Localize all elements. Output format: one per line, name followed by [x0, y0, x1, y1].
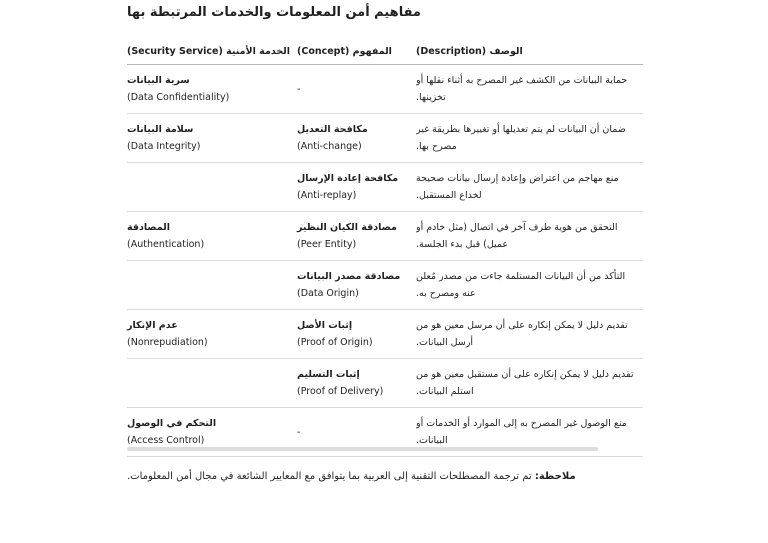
- concept-english: (Anti-replay): [297, 190, 357, 201]
- description-line: عميل) قبل بدء الجلسة.: [416, 239, 509, 250]
- description-line: استلم البيانات.: [416, 386, 474, 397]
- description-line: البيانات.: [416, 435, 448, 446]
- description-line: تقديم دليل لا يمكن إنكاره على أن مرسل معين هو من: [416, 320, 628, 331]
- table-row: [127, 310, 643, 359]
- description-line: التأكد من أن البيانات المستلمة جاءت من مصدر مُعلن: [416, 271, 626, 282]
- concept-cell: [297, 163, 416, 212]
- concept-arabic: مصادقة الكيان النظير: [297, 222, 397, 233]
- concept-arabic: مصادقة مصدر البيانات: [297, 271, 401, 282]
- service-cell-empty: [127, 163, 297, 212]
- concept-english: (Proof of Origin): [297, 337, 373, 348]
- service-arabic: عدم الإنكار: [127, 320, 178, 331]
- concept-arabic: إثبات الأصل: [297, 320, 353, 331]
- service-arabic: المصادقة: [127, 222, 170, 233]
- table-header-row: [127, 38, 643, 65]
- service-english: (Data Confidentiality): [127, 92, 230, 103]
- header-service: الخدمة الأمنية (Security Service): [127, 38, 297, 65]
- concept-cell: [297, 310, 416, 359]
- service-cell-empty: [127, 261, 297, 310]
- description-line: عنه ومصرح به.: [416, 288, 476, 299]
- table-row: [127, 212, 643, 261]
- concept-empty-dash: -: [297, 83, 301, 95]
- service-english: (Nonrepudiation): [127, 337, 208, 348]
- description-cell: [416, 359, 643, 408]
- concept-cell: [297, 65, 416, 114]
- concept-english: (Data Origin): [297, 288, 359, 299]
- concept-cell: [297, 212, 416, 261]
- description-line: حماية البيانات من الكشف غير المصرح به أثناء نقلها أو: [416, 75, 628, 86]
- concept-english: (Peer Entity): [297, 239, 357, 250]
- service-english: (Data Integrity): [127, 141, 201, 152]
- concept-arabic: مكافحة إعادة الإرسال: [297, 173, 399, 184]
- concept-english: (Proof of Delivery): [297, 386, 384, 397]
- concept-cell: [297, 261, 416, 310]
- concept-cell: [297, 359, 416, 408]
- service-english: (Authentication): [127, 239, 205, 250]
- service-arabic: سلامة البيانات: [127, 124, 194, 135]
- description-line: التحقق من هوية طرف آخر في اتصال (مثل خادم أو: [416, 222, 618, 233]
- concept-arabic: مكافحة التعديل: [297, 124, 368, 135]
- table-row: [127, 261, 643, 310]
- footnote: [127, 471, 643, 482]
- concept-arabic: إثبات التسليم: [297, 369, 360, 380]
- description-cell: [416, 212, 643, 261]
- security-services-table: [127, 38, 643, 457]
- description-line: تقديم دليل لا يمكن إنكاره على أن مستقبل معين هو من: [416, 369, 634, 380]
- description-line: لخداع المستقبل.: [416, 190, 482, 201]
- table-row: [127, 114, 643, 163]
- footnote-label: ملاحظة:: [534, 471, 576, 482]
- concept-cell: [297, 114, 416, 163]
- table-row: [127, 359, 643, 408]
- description-line: تخزينها.: [416, 92, 446, 103]
- description-cell: [416, 261, 643, 310]
- description-cell: [416, 310, 643, 359]
- concept-english: (Anti-change): [297, 141, 362, 152]
- service-cell: [127, 310, 297, 359]
- service-english: (Access Control): [127, 435, 205, 446]
- description-cell: [416, 163, 643, 212]
- table-row: [127, 163, 643, 212]
- page-title: مفاهيم أمن المعلومات والخدمات المرتبطة بها: [127, 5, 421, 20]
- description-line: منع مهاجم من اعتراض وإعادة إرسال بيانات صحيحة: [416, 173, 619, 184]
- description-line: منع الوصول غير المصرح به إلى الموارد أو الخدمات أو: [416, 418, 627, 429]
- concept-empty-dash: -: [297, 426, 301, 438]
- service-cell-empty: [127, 359, 297, 408]
- service-cell: [127, 114, 297, 163]
- description-cell: [416, 114, 643, 163]
- service-cell: [127, 65, 297, 114]
- service-cell: [127, 212, 297, 261]
- document-page: [127, 0, 643, 492]
- service-arabic: سرية البيانات: [127, 75, 190, 86]
- horizontal-scrollbar[interactable]: [127, 447, 598, 451]
- service-arabic: التحكم في الوصول: [127, 418, 217, 429]
- description-line: مصرح بها.: [416, 141, 457, 152]
- footnote-text: تم ترجمة المصطلحات التقنية إلى العربية بما يتوافق مع المعايير الشائعة في مجال أمن المعلومات.: [127, 471, 535, 482]
- description-line: ضمان أن البيانات لم يتم تعديلها أو تغييرها بطريقة غير: [416, 124, 626, 135]
- description-line: أرسل البيانات.: [416, 337, 474, 348]
- table-row: [127, 65, 643, 114]
- table-bottom-divider: [127, 456, 643, 457]
- header-concept: المفهوم (Concept): [297, 38, 416, 65]
- header-description: الوصف (Description): [416, 38, 643, 65]
- description-cell: [416, 65, 643, 114]
